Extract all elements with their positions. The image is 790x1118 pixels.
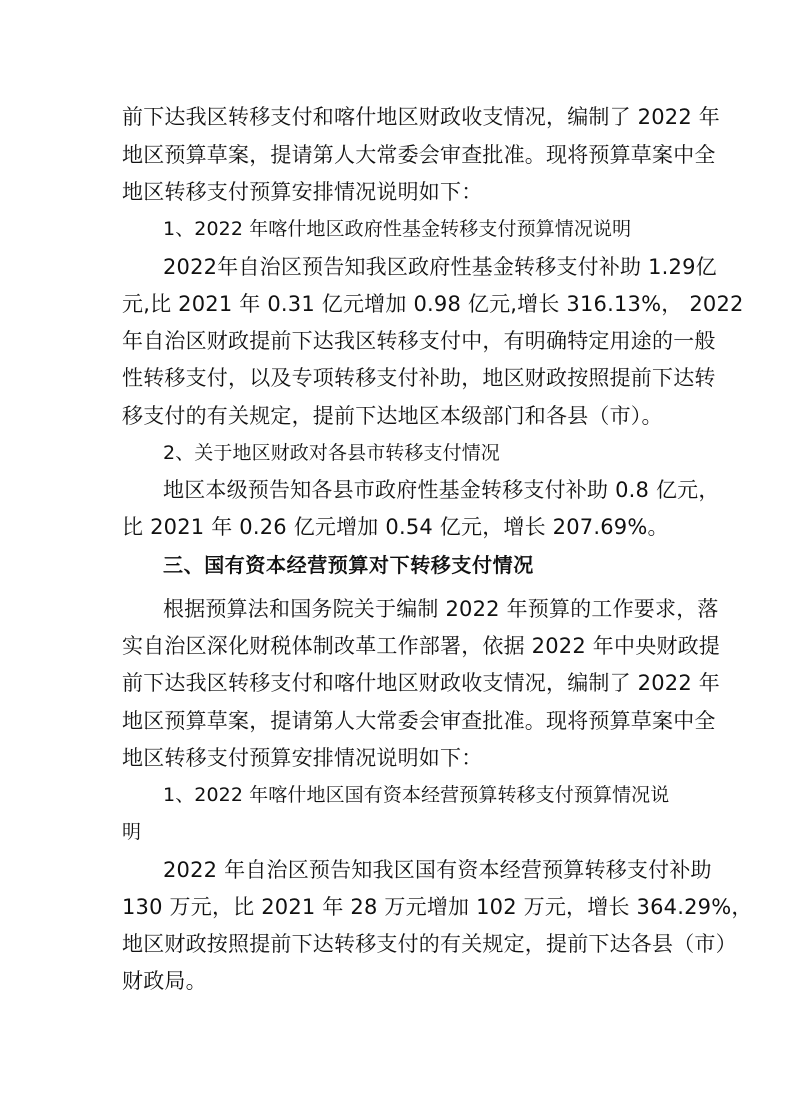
body-text-line: 130 万元，比 2021 年 28 万元增加 102 万元，增长 364.29%， — [122, 895, 753, 919]
body-text-line: 地区转移支付预算安排情况说明如下： — [122, 746, 483, 770]
body-text-line: 地区预算草案，提请第人大常委会审查批准。现将预算草案中全 — [122, 709, 716, 733]
subsection-heading: 1、2022 年喀什地区国有资本经营预算转移支付预算情况说 — [163, 784, 670, 806]
body-text-line: 地区财政按照提前下达转移支付的有关规定，提前下达各县（市） — [122, 932, 737, 956]
section-heading: 三、国有资本经营预算对下转移支付情况 — [163, 553, 534, 577]
body-text-line: 地区转移支付预算安排情况说明如下： — [122, 180, 483, 204]
body-text-line: 根据预算法和国务院关于编制 2022 年预算的工作要求，落 — [163, 597, 719, 621]
subsection-heading: 1、2022 年喀什地区政府性基金转移支付预算情况说明 — [163, 218, 632, 240]
body-text-line: 前下达我区转移支付和喀什地区财政收支情况，编制了 2022 年 — [122, 671, 720, 695]
body-text-line: 地区本级预告知各县市政府性基金转移支付补助 0.8 亿元， — [163, 478, 720, 502]
body-text-line: 元,比 2021 年 0.31 亿元增加 0.98 亿元,增长 316.13%， 2022 — [122, 292, 744, 316]
body-text-line: 年自治区财政提前下达我区转移支付中，有明确特定用途的一般 — [122, 329, 716, 353]
body-text-line: 比 2021 年 0.26 亿元增加 0.54 亿元，增长 207.69%。 — [122, 515, 669, 539]
body-text-line: 实自治区深化财税体制改革工作部署，依据 2022 年中央财政提 — [122, 634, 720, 658]
body-text-line: 地区预算草案，提请第人大常委会审查批准。现将预算草案中全 — [122, 143, 716, 167]
body-text-line: 财政局。 — [122, 969, 207, 993]
body-text-line: 移支付的有关规定，提前下达地区本级部门和各县（市）。 — [122, 404, 663, 428]
body-text-line: 性转移支付，以及专项转移支付补助，地区财政按照提前下达转 — [122, 366, 716, 390]
body-text-line: 2022 年自治区预告知我区国有资本经营预算转移支付补助 — [163, 858, 712, 882]
subsection-heading: 2、关于地区财政对各县市转移支付情况 — [163, 442, 500, 464]
body-text-line: 前下达我区转移支付和喀什地区财政收支情况，编制了 2022 年 — [122, 105, 720, 129]
subsection-heading-continued: 明 — [122, 821, 142, 843]
body-text-line: 2022年自治区预告知我区政府性基金转移支付补助 1.29亿 — [163, 255, 717, 279]
